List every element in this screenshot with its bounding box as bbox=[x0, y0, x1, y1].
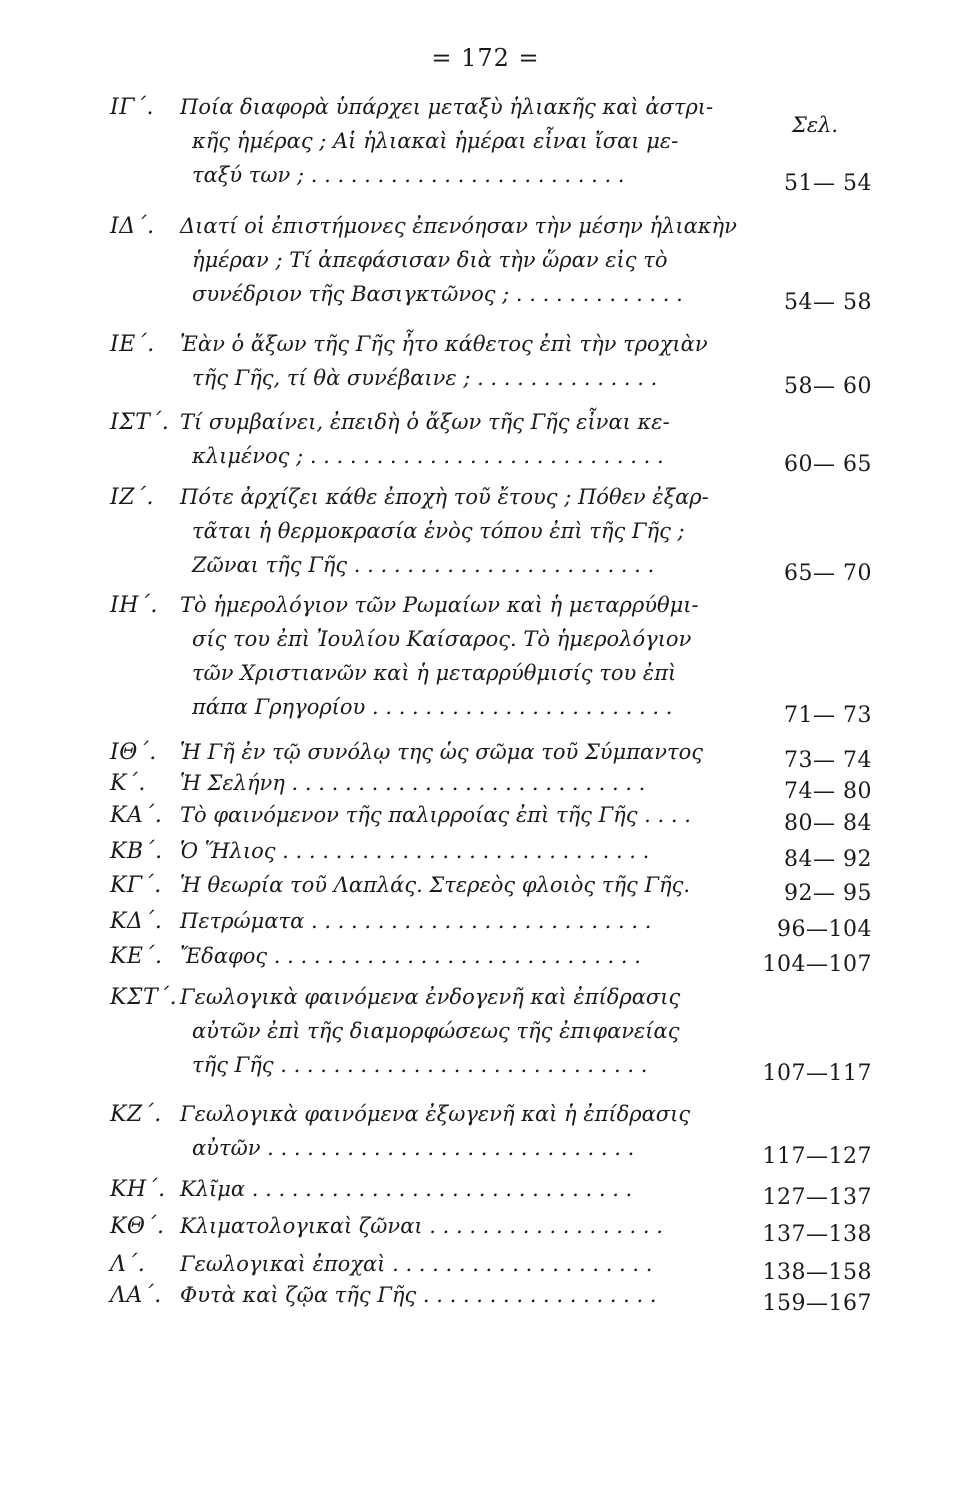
page-range: 80— 84 bbox=[784, 811, 872, 836]
page-range: 127—137 bbox=[762, 1185, 872, 1210]
chapter-title-line: Ἡ θεωρία τοῦ Λαπλάς. Στερεὸς φλοιὸς τῆς Γῆς. bbox=[180, 873, 691, 897]
page-range: 73— 74 bbox=[784, 748, 872, 773]
chapter-title-line: Γεωλογικὰ φαινόμενα ἐνδογενῆ καὶ ἐπίδρασις bbox=[180, 985, 681, 1009]
page-range: 107—117 bbox=[762, 1061, 872, 1086]
chapter-title-line: Ἐὰν ὁ ἄξων τῆς Γῆς ἦτο κάθετος ἐπὶ τὴν τροχιὰν bbox=[180, 332, 708, 356]
page-range: 54— 58 bbox=[784, 290, 872, 315]
page-range: 74— 80 bbox=[784, 779, 872, 804]
chapter-title-line: τῶν Χριστιανῶν καὶ ἡ μεταρρύθμισίς του ἐπὶ bbox=[192, 661, 677, 685]
page-range: 51— 54 bbox=[784, 171, 872, 196]
page-range: 58— 60 bbox=[784, 374, 872, 399]
chapter-title-line: αὐτῶν ἐπὶ τῆς διαμορφώσεως τῆς ἐπιφανείας bbox=[192, 1019, 680, 1043]
chapter-title-line: Ἡ Γῆ ἐν τῷ συνόλῳ της ὡς σῶμα τοῦ Σύμπαντος bbox=[180, 740, 703, 764]
chapter-title-line: Τὸ ἡμερολόγιον τῶν Ρωμαίων καὶ ἡ μεταρρύθμι- bbox=[180, 593, 699, 617]
chapter-title-line: τᾶται ἡ θερμοκρασία ἑνὸς τόπου ἐπὶ τῆς Γῆς ; bbox=[192, 519, 685, 543]
page-range: 84— 92 bbox=[784, 847, 872, 872]
chapter-title-line: Φυτὰ καὶ ζῷα τῆς Γῆς . . . . . . . . . . . . . . . . . . bbox=[180, 1283, 657, 1307]
chapter-number: Λ΄. bbox=[110, 1252, 146, 1277]
chapter-number: ΚΣΤ΄. bbox=[110, 985, 178, 1010]
chapter-title-line: κῆς ἡμέρας ; Αἱ ἡλιακαὶ ἡμέραι εἶναι ἴσαι με- bbox=[192, 129, 679, 153]
chapter-title-line: Τί συμβαίνει, ἐπειδὴ ὁ ἄξων τῆς Γῆς εἶναι κε- bbox=[180, 410, 670, 434]
chapter-title-line: Ζῶναι τῆς Γῆς . . . . . . . . . . . . . . . . . . . . . . . bbox=[192, 553, 655, 577]
page-range: 159—167 bbox=[762, 1291, 872, 1316]
chapter-title-line: συνέδριον τῆς Βασιγκτῶνος ; . . . . . . . . . . . . . bbox=[192, 282, 683, 306]
chapter-number: ΚΑ΄. bbox=[110, 803, 163, 828]
chapter-number: ΛΑ΄. bbox=[110, 1283, 162, 1308]
chapter-number: ΙΖ΄. bbox=[110, 485, 154, 510]
chapter-title-line: Διατί οἱ ἐπιστήμονες ἐπενόησαν τὴν μέσην ἡλιακὴν bbox=[180, 214, 737, 238]
page-range: 117—127 bbox=[762, 1144, 872, 1169]
chapter-title-line: κλιμένος ; . . . . . . . . . . . . . . . . . . . . . . . . . . . bbox=[192, 444, 664, 468]
chapter-title-line: σίς του ἐπὶ Ἰουλίου Καίσαρος. Τὸ ἡμερολόγιον bbox=[192, 627, 692, 651]
chapter-number: ΚΔ΄. bbox=[110, 909, 163, 934]
page-range: 104—107 bbox=[762, 952, 872, 977]
chapter-number: ΙΗ΄. bbox=[110, 593, 158, 618]
chapter-number: ΚΖ΄. bbox=[110, 1102, 162, 1127]
chapter-title-line: Ὁ Ἥλιος . . . . . . . . . . . . . . . . . . . . . . . . . . . . bbox=[180, 839, 650, 863]
page-range: 96—104 bbox=[777, 917, 872, 942]
chapter-title-line: Γεωλογικὰ φαινόμενα ἐξωγενῆ καὶ ἡ ἐπίδρασις bbox=[180, 1102, 691, 1126]
page-range: 71— 73 bbox=[784, 703, 872, 728]
chapter-title-line: πάπα Γρηγορίου . . . . . . . . . . . . . . . . . . . . . . . bbox=[192, 695, 673, 719]
chapter-title-line: ἡμέραν ; Τί ἀπεφάσισαν διὰ τὴν ὥραν εἰς τὸ bbox=[192, 248, 668, 272]
chapter-title-line: Γεωλογικαὶ ἐποχαὶ . . . . . . . . . . . . . . . . . . . . bbox=[180, 1252, 653, 1276]
chapter-title-line: τῆς Γῆς, τί θὰ συνέβαινε ; . . . . . . . . . . . . . . bbox=[192, 366, 658, 390]
chapter-number: ΙΔ΄. bbox=[110, 214, 155, 239]
chapter-title-line: Πότε ἀρχίζει κάθε ἐποχὴ τοῦ ἔτους ; Πόθεν ἐξαρ- bbox=[180, 485, 709, 509]
page-range: 138—158 bbox=[762, 1260, 872, 1285]
page-range: 137—138 bbox=[762, 1222, 872, 1247]
pages-column-label: Σελ. bbox=[792, 113, 839, 137]
chapter-title-line: ταξύ των ; . . . . . . . . . . . . . . . . . . . . . . . . bbox=[192, 163, 625, 187]
chapter-title-line: Ποία διαφορὰ ὑπάρχει μεταξὺ ἡλιακῆς καὶ ἀστρι- bbox=[180, 95, 714, 119]
page-range: 60— 65 bbox=[784, 452, 872, 477]
chapter-title-line: Ἡ Σελήνη . . . . . . . . . . . . . . . . . . . . . . . . . . . bbox=[180, 771, 646, 795]
chapter-number: ΙΣΤ΄. bbox=[110, 410, 170, 435]
chapter-number: ΙΕ΄. bbox=[110, 332, 155, 357]
chapter-number: ΚΒ΄. bbox=[110, 839, 163, 864]
chapter-title-line: Ἔδαφος . . . . . . . . . . . . . . . . . . . . . . . . . . . . bbox=[180, 944, 641, 968]
page-range: 65— 70 bbox=[784, 561, 872, 586]
chapter-number: Κ΄. bbox=[110, 771, 146, 796]
chapter-title-line: Τὸ φαινόμενον τῆς παλιρροίας ἐπὶ τῆς Γῆς . . . . bbox=[180, 803, 691, 827]
chapter-title-line: αὐτῶν . . . . . . . . . . . . . . . . . . . . . . . . . . . . bbox=[192, 1136, 635, 1160]
chapter-title-line: Πετρώματα . . . . . . . . . . . . . . . . . . . . . . . . . . bbox=[180, 909, 652, 933]
chapter-number: ΚΘ΄. bbox=[110, 1214, 165, 1239]
chapter-number: ΙΓ΄. bbox=[110, 95, 154, 120]
page-number: = 172 = bbox=[431, 44, 540, 72]
chapter-title-line: Κλιματολογικαὶ ζῶναι . . . . . . . . . . . . . . . . . . bbox=[180, 1214, 663, 1238]
chapter-number: ΚΗ΄. bbox=[110, 1177, 166, 1202]
chapter-number: ΙΘ΄. bbox=[110, 740, 157, 765]
chapter-number: ΚΓ΄. bbox=[110, 873, 162, 898]
chapter-title-line: Κλῖμα . . . . . . . . . . . . . . . . . . . . . . . . . . . . . bbox=[180, 1177, 633, 1201]
page-range: 92— 95 bbox=[784, 881, 872, 906]
chapter-title-line: τῆς Γῆς . . . . . . . . . . . . . . . . . . . . . . . . . . . . bbox=[192, 1053, 648, 1077]
chapter-number: ΚΕ΄. bbox=[110, 944, 163, 969]
